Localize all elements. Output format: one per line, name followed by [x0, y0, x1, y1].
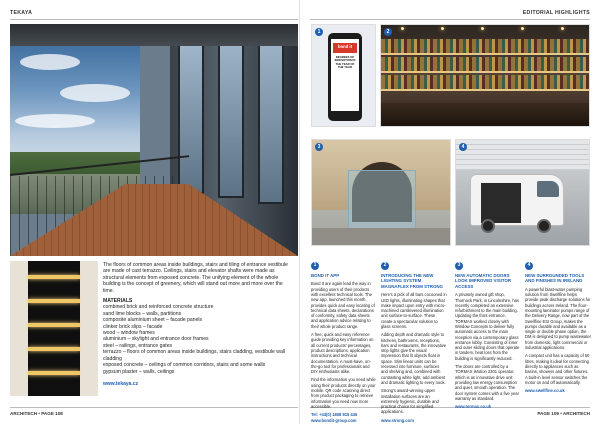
column-number: 3 — [455, 262, 463, 270]
column-paragraph: Bond It are again lead the way in providing users of their products with excellent technical tools. The new app, launched this month, provides quick and easy locating of technical data sheets, declarations of conformity, safety data sheets and application advice relating to their whole product range. — [311, 281, 375, 329]
column-lighting — [381, 262, 447, 423]
materials-item: steel – railings, entrance gates — [103, 342, 173, 349]
column-paragraph: A free, quick and easy reference guide providing key information on all current products' percentages, product descriptions, application instructions and technical documentation. A must-have, on-the-go tool for professionals and DIY enthusiasts alike. — [311, 332, 374, 375]
column-contact[interactable]: www.strong.com — [381, 417, 414, 423]
photo-number-badge: 2 — [384, 28, 392, 36]
phone-device — [328, 33, 362, 121]
column-paragraph: A privately owned gift shop, Thornock Park, in Lincolnshire, has recently completed an extensive refurbishment to the main building. Updating the front entrance, TORMAX worked closely with Window Concepts to deliver fully automatic access to the main reception via a contemporary glass entrance lobby. Consisting of inner and outer sliding doors that operate in tandem, heat loss from the building is significantly reduced. — [455, 292, 520, 361]
glass-lobby — [348, 170, 416, 232]
column-paragraph: A compact unit has a capacity of 50 litres, making it ideal for connecting directly to appliances such as basins, showers and other fixtures. A built-in level sensor switches the motor on and off automatically. — [525, 353, 590, 385]
bar-counter — [381, 103, 590, 127]
column-number: 1 — [311, 262, 319, 270]
materials-item: exposed concrete – ceilings of common corridors, stairs and some walls — [103, 362, 266, 369]
column-paragraph: The doors are controlled by a TORMAX iMotion 2301 operator, which is an innovative drive unit providing low energy consumption and quiet, smooth operation. The door system comes with a five year warranty as standard. — [455, 364, 519, 401]
column-number: 2 — [381, 262, 389, 270]
column-title: NEW SURROUNDED TOOLS AND FINISHES IN IRELAND — [525, 273, 585, 284]
column-paragraph: A powerful blast-water pumping solution from Swellfine helps provide peak discharge solutions for buildings across Ireland. The floor-mounting laminator pumps range of the Delivery Range, now part of the Swellfine ESI Group, makes the pumps durable and available as a single or double phase option, the DM is designed to pump wastewater from domestic, light commercial or industrial applications. — [525, 286, 591, 351]
column-title: NEW AUTOMATIC DOORS LOOK IMPROVED VISITOR ACCESS — [455, 273, 512, 289]
materials-list — [103, 304, 293, 374]
materials-item: sand lime blocks – walls, partitions — [103, 310, 182, 317]
column-pumps — [525, 262, 591, 393]
right-page-footer: PAGE 109 • ARCHITECH — [537, 411, 590, 416]
app-logo: bond it — [338, 44, 352, 49]
left-page-footer: ARCHITECH • PAGE 108 — [10, 411, 63, 416]
column-paragraph: Strong's award-winning upper installation surfaces are an extremely hygienic, durable and practical choice for simplified applications. — [381, 388, 439, 415]
roof-slab — [10, 24, 298, 46]
column-title: BOND IT APP — [311, 273, 340, 278]
right-header-divider — [310, 19, 590, 20]
left-header-divider — [10, 19, 298, 20]
photo-automatic-doors — [311, 139, 451, 246]
photo-number-badge: 3 — [315, 143, 323, 151]
materials-item: combined brick and reinforced concrete structure — [103, 304, 214, 311]
left-page-header: TEKAYA — [10, 10, 33, 16]
materials-item: terrazzo – floors of common areas inside buildings, stairs cladding, vestibule wall cladding — [103, 349, 286, 362]
photo-service-van — [455, 139, 590, 246]
column-automatic-doors — [455, 262, 521, 409]
column-title: INTRODUCING THE NEW LIGHTING SYSTEM MAGNAFLEX FROM STRONG — [381, 273, 443, 289]
van — [470, 174, 564, 226]
materials-title: MATERIALS — [103, 298, 133, 305]
balcony-photo — [10, 24, 298, 256]
column-number: 4 — [525, 262, 533, 270]
photo-bond-it-app — [311, 24, 376, 127]
right-page-header: EDITORIAL HIGHLIGHTS — [522, 10, 590, 16]
stairwell-photo — [10, 261, 98, 396]
materials-item: wood – window frames — [103, 330, 155, 337]
website-link[interactable]: www.tekaya.cz — [103, 380, 139, 387]
column-contact[interactable]: www.tormax.co.uk — [455, 404, 492, 410]
column-paragraph: Adding depth and dramatic style to kitchens, bathrooms, receptions, bars and restaurants, the innovative strip lights give the visual impression that lit objects float in space. Slim linear units can be recessed into furniture, surfaces and shelving and, combined with contrasting white light, add ambient and dramatic lighting to every nook. — [381, 332, 447, 385]
phone-screen — [331, 39, 359, 111]
column-contact[interactable]: www.swellfine.co.uk — [525, 388, 565, 394]
materials-item: clinker brick slips – facade — [103, 323, 163, 330]
materials-item: composite aluminium sheet – facade panels — [103, 317, 203, 324]
materials-item: aluminium – skylight and entrance door frames — [103, 336, 209, 343]
column-contact[interactable]: Tel: +44(0) 1808 815 445 www.bondit-group.com — [311, 412, 358, 423]
photo-bar-lighting — [380, 24, 590, 127]
column-bond-it — [311, 262, 377, 423]
column-paragraph: Here's a pick of all bars cocooned in LED lights, illuminating shapes that make impact upon entry with micro-machined cantilevered illumination unit surface-to-surface. These create a spectacular solution to glass screens. — [381, 292, 447, 329]
app-headline: DEGREES OF INNOVATION IN THE YEAR OF THE YEAR — [334, 55, 356, 70]
left-footer-divider — [10, 407, 298, 408]
body-paragraph: The floors of common areas inside buildings, stairs and tiling of entrance vestibule are made of cast terrazzo. Ceilings, stairs and elevator shafts were made as structural elements from exposed concrete. The unifying element of the whole building is the concept of greenery, which will stand out more and more over the time. — [103, 262, 288, 294]
materials-item: gypsum plaster – walls, ceilings — [103, 368, 175, 375]
garage-door — [456, 140, 590, 170]
column-paragraph: Find the information you need while using their products directly on your mobile. QR code scanning direct from product packaging to retrieve information you need now more accessible. — [311, 377, 376, 409]
photo-number-badge: 1 — [315, 28, 323, 36]
left-article-text — [103, 262, 293, 387]
pavement — [312, 228, 451, 246]
photo-number-badge: 4 — [459, 143, 467, 151]
